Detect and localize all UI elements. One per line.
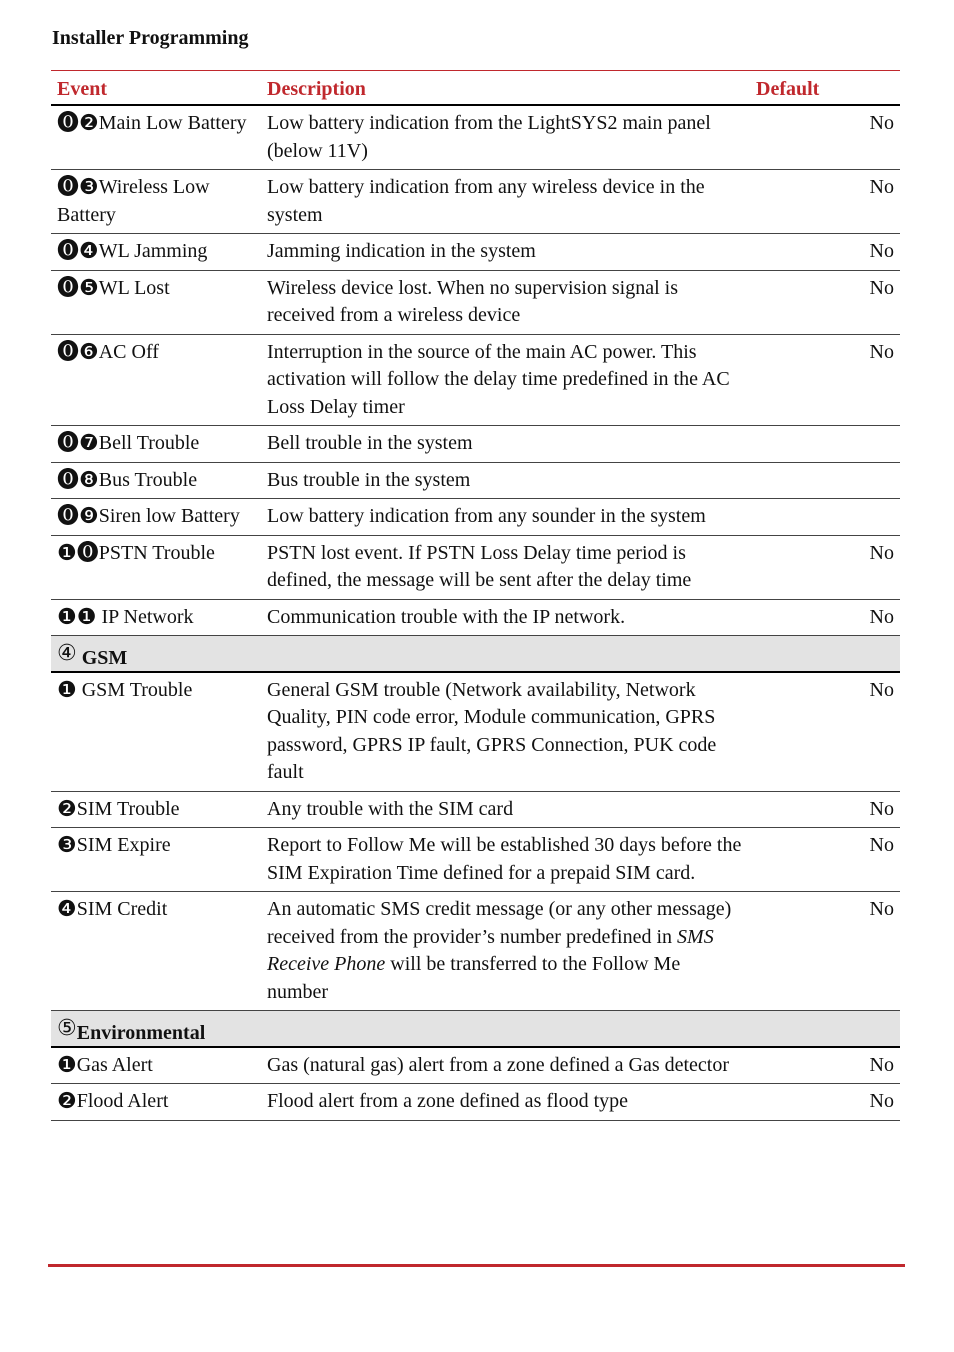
- section-number: ④: [57, 641, 77, 666]
- event-cell: [51, 234, 261, 271]
- event-number: ⓿❽: [57, 467, 99, 493]
- description-text: An automatic SMS credit message (or any other message) received from the provider’s number predefined in: [267, 898, 732, 948]
- table-row: [51, 499, 900, 536]
- event-cell: [51, 791, 261, 828]
- table-row: [51, 672, 900, 792]
- event-label: WL Lost: [98, 276, 170, 299]
- table-row: [51, 535, 900, 599]
- event-number: ⓿❻: [57, 339, 99, 365]
- default-cell: [750, 462, 900, 499]
- event-number: ❶: [57, 1052, 77, 1078]
- event-number: ⓿❸: [57, 175, 99, 200]
- event-number: ❶⓿: [57, 540, 99, 566]
- event-number: ⓿❼: [57, 431, 99, 456]
- page-header-title: Installer Programming: [52, 27, 249, 49]
- default-cell: No: [750, 535, 900, 599]
- table-row: [51, 599, 900, 636]
- default-cell: No: [750, 892, 900, 1011]
- description-cell: Low battery indication from the LightSYS2 main panel (below 11V): [261, 105, 750, 170]
- description-cell: Communication trouble with the IP network.: [261, 599, 750, 636]
- section-number: ⑤: [57, 1016, 77, 1041]
- event-number: ❷: [57, 796, 77, 822]
- event-label: AC Off: [98, 340, 159, 363]
- default-cell: No: [750, 334, 900, 426]
- description-cell: Interruption in the source of the main AC power. This activation will follow the delay time predefined in the AC Loss Delay timer: [261, 334, 750, 426]
- event-label: SIM Trouble: [76, 797, 180, 820]
- description-cell: Jamming indication in the system: [261, 234, 750, 271]
- table-row: [51, 791, 900, 828]
- column-header-description: Description: [261, 71, 750, 106]
- table-header-row: [51, 71, 900, 106]
- description-cell: Low battery indication from any sounder in the system: [261, 499, 750, 536]
- parameter-name: SMS Receive Phone: [267, 925, 714, 975]
- event-label: Bell Trouble: [98, 432, 200, 454]
- description-cell: Low battery indication from any wireless device in the system: [261, 170, 750, 234]
- event-cell: [51, 426, 261, 463]
- default-cell: [750, 499, 900, 536]
- description-cell: Bell trouble in the system: [261, 426, 750, 463]
- description-text: will be transferred to the Follow Me number: [267, 953, 681, 1003]
- event-number: ⓿❾: [57, 504, 99, 529]
- description-cell: Bus trouble in the system: [261, 462, 750, 499]
- description-cell: Gas (natural gas) alert from a zone defined a Gas detector: [261, 1047, 750, 1084]
- default-cell: No: [750, 105, 900, 170]
- default-cell: [750, 426, 900, 463]
- event-label: Main Low Battery: [98, 112, 247, 134]
- event-label: PSTN Trouble: [98, 541, 215, 564]
- section-title: GSM: [81, 647, 128, 669]
- table-row: [51, 105, 900, 170]
- event-label: Siren low Battery: [98, 505, 240, 527]
- default-cell: No: [750, 170, 900, 234]
- event-number: ❹: [57, 897, 77, 922]
- event-label: Bus Trouble: [98, 468, 198, 491]
- table-row: [51, 1047, 900, 1084]
- table-row: [51, 426, 900, 463]
- description-cell: Flood alert from a zone defined as flood type: [261, 1084, 750, 1121]
- default-cell: No: [750, 828, 900, 892]
- section-title: Environmental: [76, 1022, 206, 1044]
- description-cell: Wireless device lost. When no supervision signal is received from a wireless device: [261, 270, 750, 334]
- event-cell: [51, 334, 261, 426]
- event-label: GSM Trouble: [76, 678, 193, 701]
- table-row: [51, 234, 900, 271]
- event-number: ❶❶: [57, 604, 97, 630]
- event-cell: [51, 535, 261, 599]
- table-row: [51, 462, 900, 499]
- section-cell: [51, 1011, 900, 1047]
- description-cell: General GSM trouble (Network availability, Network Quality, PIN code error, Module communication, GPRS password, GPRS IP fault, GPRS Connection, PUK code fault: [261, 672, 750, 792]
- default-cell: No: [750, 1047, 900, 1084]
- default-cell: No: [750, 599, 900, 636]
- footer-divider: [48, 1264, 905, 1267]
- event-cell: [51, 1084, 261, 1121]
- event-label: WL Jamming: [98, 240, 208, 262]
- table-row: [51, 892, 900, 1011]
- event-label: SIM Credit: [76, 898, 168, 920]
- event-cell: [51, 672, 261, 792]
- event-cell: [51, 270, 261, 334]
- description-cell: [261, 892, 750, 1011]
- table-row: [51, 270, 900, 334]
- table-row: [51, 1084, 900, 1121]
- event-cell: [51, 892, 261, 1011]
- table-row: [51, 334, 900, 426]
- event-cell: [51, 462, 261, 499]
- event-cell: [51, 1047, 261, 1084]
- description-cell: PSTN lost event. If PSTN Loss Delay time period is defined, the message will be sent after the delay time: [261, 535, 750, 599]
- event-cell: [51, 170, 261, 234]
- table-row: [51, 828, 900, 892]
- event-table: [51, 70, 900, 1121]
- event-number: ❸: [57, 833, 77, 858]
- description-cell: Any trouble with the SIM card: [261, 791, 750, 828]
- event-number: ❶: [57, 677, 77, 703]
- event-number: ⓿❹: [57, 239, 99, 264]
- event-label: Flood Alert: [76, 1090, 169, 1112]
- section-row-environmental: [51, 1011, 900, 1047]
- event-number: ⓿❺: [57, 275, 99, 301]
- event-cell: [51, 105, 261, 170]
- default-cell: No: [750, 1084, 900, 1121]
- event-number: ⓿❷: [57, 111, 99, 136]
- event-label: Gas Alert: [76, 1053, 153, 1076]
- event-cell: [51, 828, 261, 892]
- default-cell: No: [750, 234, 900, 271]
- event-label: Wireless Low Battery: [57, 176, 210, 226]
- event-cell: [51, 599, 261, 636]
- default-cell: No: [750, 270, 900, 334]
- description-cell: Report to Follow Me will be established 30 days before the SIM Expiration Time defined for a prepaid SIM card.: [261, 828, 750, 892]
- default-cell: No: [750, 672, 900, 792]
- event-number: ❷: [57, 1089, 77, 1114]
- event-label: SIM Expire: [76, 834, 171, 856]
- table-row: [51, 170, 900, 234]
- section-row-gsm: [51, 636, 900, 672]
- event-cell: [51, 499, 261, 536]
- column-header-event: Event: [51, 71, 261, 106]
- event-label: IP Network: [96, 605, 194, 628]
- default-cell: No: [750, 791, 900, 828]
- section-cell: [51, 636, 900, 672]
- column-header-default: Default: [750, 71, 900, 106]
